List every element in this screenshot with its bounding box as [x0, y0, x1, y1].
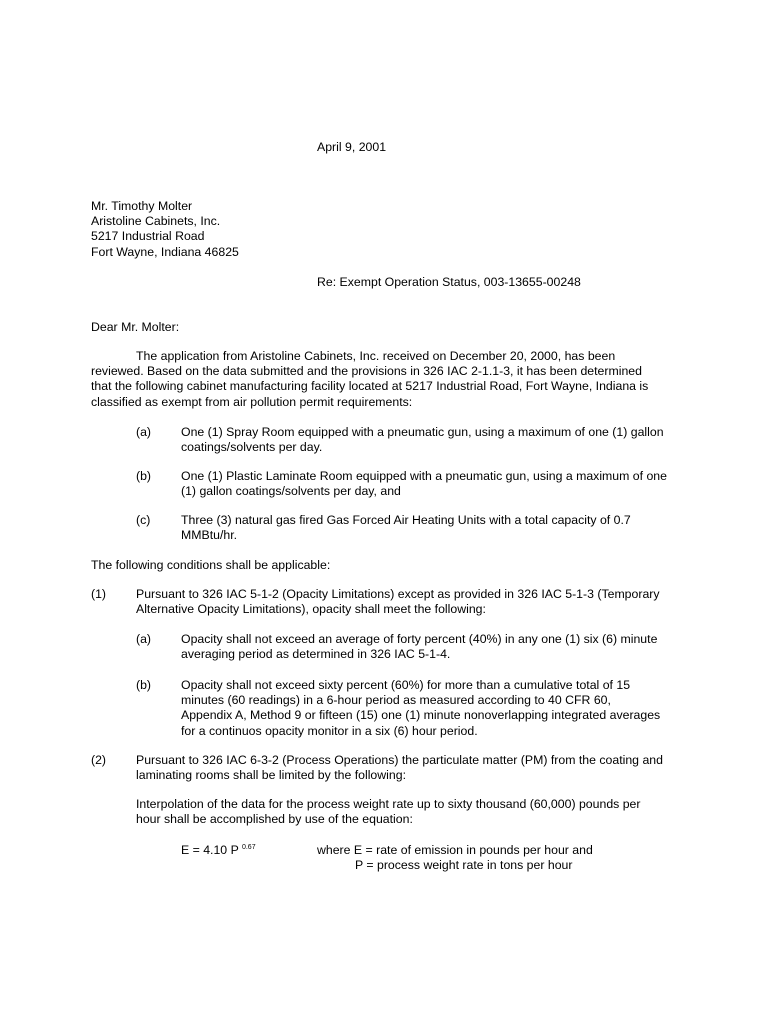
- salutation: Dear Mr. Molter:: [91, 320, 180, 334]
- recipient-address: [91, 199, 239, 260]
- item-line: coatings/solvents per day.: [181, 440, 323, 455]
- item-line: for a continuos opacity monitor in a six (6) hour period.: [181, 723, 478, 738]
- paragraph-line: The application from Aristoline Cabinets, Inc. received on December 20, 2000, has been: [136, 349, 616, 363]
- item-line: MMBtu/hr.: [181, 528, 238, 543]
- list-label: (c): [136, 513, 151, 527]
- address-line: Mr. Timothy Molter: [91, 199, 193, 213]
- subcondition-item: [181, 678, 660, 739]
- equation: [181, 843, 256, 860]
- paragraph-line: hour shall be accomplished by use of the equation:: [136, 812, 413, 827]
- equation-where-1: where E = rate of emission in pounds per hour and: [317, 843, 593, 857]
- facility-item: [181, 513, 631, 543]
- condition-line: Alternative Opacity Limitations), opacity shall meet the following:: [136, 602, 486, 617]
- condition-line: Pursuant to 326 IAC 5-1-2 (Opacity Limitations) except as provided in 326 IAC 5-1-3 (Temporary: [136, 587, 660, 601]
- list-label: (a): [136, 632, 152, 646]
- condition-2: [136, 753, 663, 783]
- equation-lhs: E = 4.10 P: [181, 843, 239, 857]
- paragraph-line: Interpolation of the data for the process weight rate up to sixty thousand (60,000) pounds per: [136, 797, 641, 811]
- paragraph-line: reviewed. Based on the data submitted and the provisions in 326 IAC 2-1.1-3, it has been determined: [91, 364, 642, 379]
- condition-line: Pursuant to 326 IAC 6-3-2 (Process Operations) the particulate matter (PM) from the coating and: [136, 753, 663, 767]
- address-line: Fort Wayne, Indiana 46825: [91, 244, 239, 259]
- equation-exponent: 0.67: [241, 844, 256, 851]
- equation-where-2: P = process weight rate in tons per hour: [355, 858, 573, 872]
- facility-item: [181, 425, 664, 455]
- subcondition-item: [181, 632, 657, 662]
- item-line: Three (3) natural gas fired Gas Forced Air Heating Units with a total capacity of 0.7: [181, 513, 631, 527]
- item-line: (1) gallon coatings/solvents per day, and: [181, 484, 401, 499]
- condition-1: [136, 587, 660, 617]
- address-line: 5217 Industrial Road: [91, 229, 205, 244]
- paragraph-line: classified as exempt from air pollution permit requirements:: [91, 394, 413, 409]
- item-line: minutes (60 readings) in a 6-hour period as measured according to 40 CFR 60,: [181, 693, 611, 708]
- item-line: Opacity shall not exceed sixty percent (60%) for more than a cumulative total of 15: [181, 678, 631, 692]
- item-line: One (1) Plastic Laminate Room equipped with a pneumatic gun, using a maximum of one: [181, 469, 667, 483]
- item-line: Opacity shall not exceed an average of forty percent (40%) in any one (1) six (6) minute: [181, 632, 658, 646]
- condition-label: (2): [91, 753, 107, 767]
- address-line: Aristoline Cabinets, Inc.: [91, 214, 221, 229]
- condition-label: (1): [91, 587, 107, 601]
- intro-paragraph: [91, 349, 648, 410]
- list-label: (a): [136, 425, 152, 439]
- list-label: (b): [136, 469, 152, 483]
- re-line: Re: Exempt Operation Status, 003-13655-00248: [317, 275, 581, 289]
- item-line: One (1) Spray Room equipped with a pneumatic gun, using a maximum of one (1) gallon: [181, 425, 664, 439]
- conditions-intro: The following conditions shall be applicable:: [91, 558, 331, 572]
- condition-line: laminating rooms shall be limited by the following:: [136, 768, 406, 783]
- item-line: Appendix A, Method 9 or fifteen (15) one (1) minute nonoverlapping integrated averages: [181, 708, 661, 723]
- item-line: averaging period as determined in 326 IAC 5-1-4.: [181, 647, 451, 662]
- letter-date: April 9, 2001: [317, 140, 387, 154]
- interpolation-paragraph: [136, 797, 641, 827]
- facility-item: [181, 469, 667, 499]
- list-label: (b): [136, 678, 152, 692]
- paragraph-line: that the following cabinet manufacturing facility located at 5217 Industrial Road, Fort Wayne, Indiana is: [91, 379, 649, 394]
